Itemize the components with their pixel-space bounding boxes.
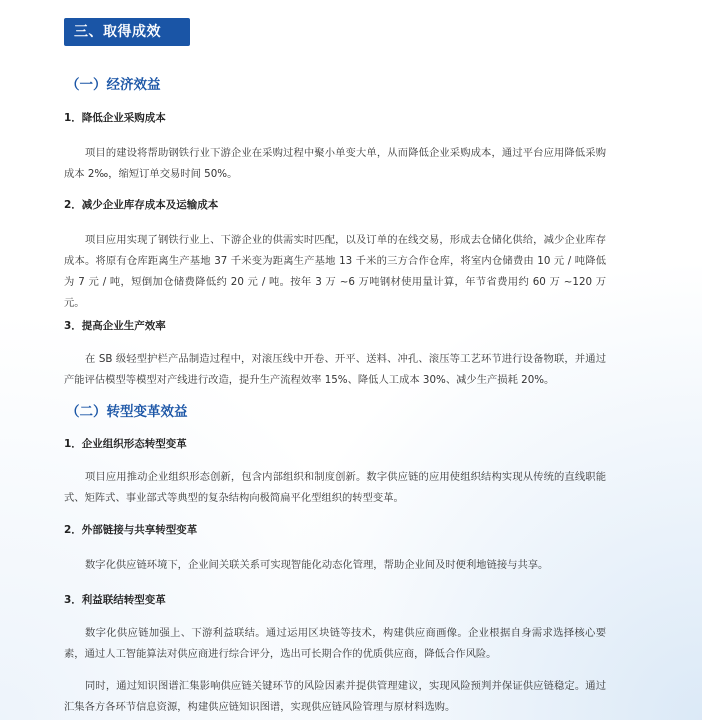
paragraph-organization-transformation: 项目应用推动企业组织形态创新，包含内部组织和制度创新。数字供应链的应用使组织结构实现从传统的直线职能式、矩阵式、事业部式等典型的复杂结构向极简扁平化型组织的转型变革。 <box>64 471 606 504</box>
economic-benefits-heading: （一）经济效益 <box>66 77 161 93</box>
paragraph-external-link-sharing: 数字化供应链环境下，企业间关联关系可实现智能化动态化管理，帮助企业间及时便利地链接与共享。 <box>85 559 549 571</box>
transformation-benefits-heading: （二）转型变革效益 <box>66 404 188 420</box>
item-heading-organization-transformation: 1．企业组织形态转型变革 <box>64 438 187 450</box>
paragraph-interest-linkage: 数字化供应链加强上、下游利益联结。通过运用区块链等技术，构建供应商画像。企业根据自身需求选择核心要素，通过人工智能算法对供应商进行综合评分，选出可长期合作的优质供应商，降低合作风险。 <box>64 627 606 660</box>
item-heading-interest-linkage: 3．利益联结转型变革 <box>64 594 166 606</box>
item-heading-reduce-procurement-cost: 1．降低企业采购成本 <box>64 112 166 124</box>
section-title: 三、取得成效 <box>64 18 190 46</box>
paragraph-reduce-inventory-cost: 项目应用实现了钢铁行业上、下游企业的供需实时匹配，以及订单的在线交易，形成去仓储化供给，减少企业库存成本。将原有仓库距离生产基地 37 千米变为距离生产基地 13 千米的三方合作仓库，将室内仓储费由 10 元 / 吨降低为 7 元 / 吨，短倒加仓储费降低约 20 元 / 吨。按年 3 万 ~6 万吨钢材使用量计算，年节省费用约 60 万 ~120 万元。 <box>64 234 606 309</box>
item-heading-improve-efficiency: 3．提高企业生产效率 <box>64 320 166 332</box>
item-heading-external-link-sharing: 2．外部链接与共享转型变革 <box>64 524 198 536</box>
paragraph-interest-linkage-continued: 同时，通过知识图谱汇集影响供应链关键环节的风险因素并提供管理建议，实现风险预判并保证供应链稳定。通过汇集各方各环节信息资源，构建供应链知识图谱，实现供应链风险管理与原材料选购。 <box>64 680 606 713</box>
paragraph-improve-efficiency: 在 SB 级轻型护栏产品制造过程中，对滚压线中开卷、开平、送料、冲孔、滚压等工艺环节进行设备物联，并通过产能评估模型等模型对产线进行改造，提升生产流程效率 15%、降低人工成本 30%、减少生产损耗 20%。 <box>64 353 606 386</box>
paragraph-reduce-procurement-cost: 项目的建设将帮助钢铁行业下游企业在采购过程中聚小单变大单，从而降低企业采购成本，通过平台应用降低采购成本 2‰，缩短订单交易时间 50%。 <box>64 147 606 180</box>
item-heading-reduce-inventory-cost: 2．减少企业库存成本及运输成本 <box>64 199 219 211</box>
